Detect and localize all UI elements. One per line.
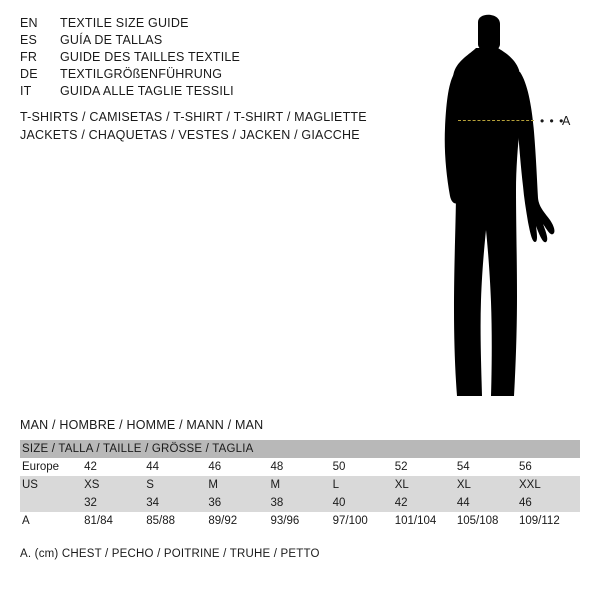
language-text: GUÍA DE TALLAS	[60, 33, 163, 47]
callout-dashes-icon: • • •	[540, 114, 565, 128]
row-cell: 85/88	[144, 512, 206, 530]
row-cell: M	[206, 476, 268, 494]
language-row	[20, 50, 350, 67]
category-list	[20, 110, 380, 146]
table-row	[20, 458, 580, 476]
row-cell: 44	[144, 458, 206, 476]
row-cell: M	[269, 476, 331, 494]
row-cell: XL	[455, 476, 517, 494]
language-code: IT	[20, 84, 32, 98]
row-label: US	[20, 476, 82, 494]
row-cell: XXL	[517, 476, 580, 494]
row-cell: 46	[517, 494, 580, 512]
table-row	[20, 494, 580, 512]
language-text: GUIDE DES TAILLES TEXTILE	[60, 50, 241, 64]
row-cell: 56	[517, 458, 580, 476]
size-table	[20, 440, 580, 530]
row-cell: 89/92	[206, 512, 268, 530]
row-cell: 109/112	[517, 512, 580, 530]
row-cell: L	[331, 476, 393, 494]
row-cell: 48	[269, 458, 331, 476]
language-code: DE	[20, 67, 38, 81]
language-text: GUIDA ALLE TAGLIE TESSILI	[60, 84, 234, 98]
language-list	[20, 16, 350, 101]
category-line: JACKETS / CHAQUETAS / VESTES / JACKEN / GIACCHE	[20, 128, 360, 142]
row-cell: 54	[455, 458, 517, 476]
row-cell: 42	[82, 458, 144, 476]
language-text: TEXTILGRÖßENFÜHRUNG	[60, 67, 223, 81]
row-cell: XL	[393, 476, 455, 494]
table-row	[20, 476, 580, 494]
table-row	[20, 512, 580, 530]
language-code: EN	[20, 16, 38, 30]
row-cell: 46	[206, 458, 268, 476]
language-code: ES	[20, 33, 38, 47]
row-cell: 52	[393, 458, 455, 476]
male-silhouette-icon	[410, 10, 590, 410]
row-cell: 97/100	[331, 512, 393, 530]
language-row	[20, 33, 350, 50]
footnote: A. (cm) CHEST / PECHO / POITRINE / TRUHE / PETTO	[20, 548, 320, 560]
category-line: T-SHIRTS / CAMISETAS / T-SHIRT / T-SHIRT / MAGLIETTE	[20, 110, 367, 124]
row-cell: 93/96	[269, 512, 331, 530]
row-cell: 50	[331, 458, 393, 476]
language-code: FR	[20, 50, 38, 64]
callout-label-a: A	[562, 114, 571, 128]
row-cell: XS	[82, 476, 144, 494]
row-label: A	[20, 512, 82, 530]
row-cell: 34	[144, 494, 206, 512]
row-cell: 40	[331, 494, 393, 512]
row-cell: 44	[455, 494, 517, 512]
row-label	[20, 494, 82, 512]
row-cell: 38	[269, 494, 331, 512]
table-header-label: SIZE / TALLA / TAILLE / GRÖSSE / TAGLIA	[20, 440, 580, 458]
language-text: TEXTILE SIZE GUIDE	[60, 16, 189, 30]
body-figure	[410, 10, 590, 410]
row-label: Europe	[20, 458, 82, 476]
row-cell: 36	[206, 494, 268, 512]
row-cell: 101/104	[393, 512, 455, 530]
language-row	[20, 16, 350, 33]
row-cell: 42	[393, 494, 455, 512]
row-cell: 32	[82, 494, 144, 512]
language-row	[20, 84, 350, 101]
table-header-row	[20, 440, 580, 458]
row-cell: 105/108	[455, 512, 517, 530]
language-row	[20, 67, 350, 84]
row-cell: S	[144, 476, 206, 494]
chest-measure-line	[458, 120, 534, 121]
table-title: MAN / HOMBRE / HOMME / MANN / MAN	[20, 418, 264, 432]
row-cell: 81/84	[82, 512, 144, 530]
